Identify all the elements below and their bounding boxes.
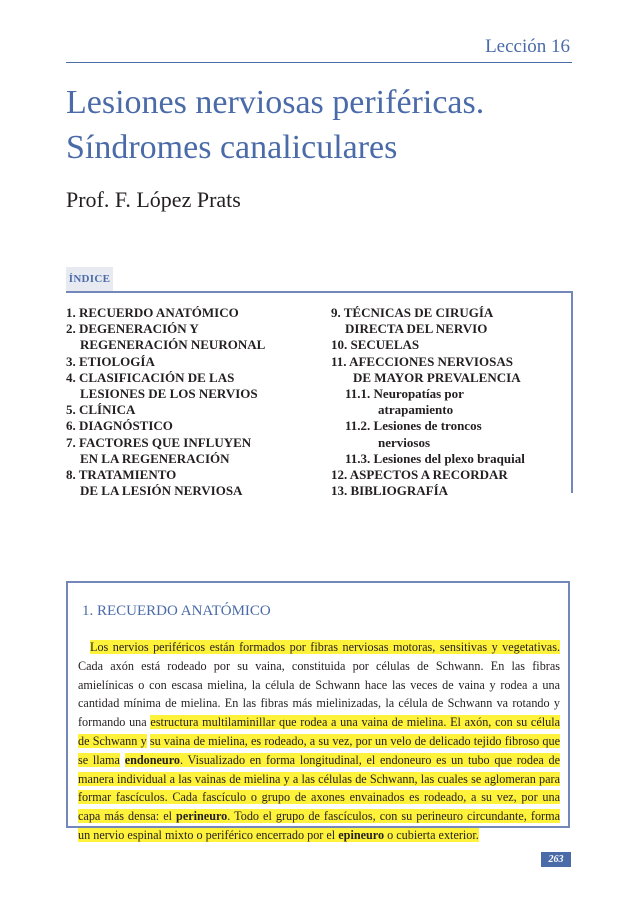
- page-number: 263: [541, 852, 571, 867]
- index-badge: ÍNDICE: [66, 267, 113, 291]
- highlighted-text: o cubierta exterior.: [384, 827, 479, 842]
- index-item: DE LA LESIÓN NERVIOSA: [80, 483, 243, 499]
- index-subitem: 11.1. Neuropatías por: [345, 386, 464, 402]
- index-item: 2. DEGENERACIÓN Y: [66, 321, 199, 337]
- index-item: 13. BIBLIOGRAFÍA: [331, 483, 449, 499]
- chapter-title-line-1: Lesiones nerviosas periféricas.: [66, 84, 485, 121]
- section-body: [78, 638, 560, 845]
- index-item: 10. SECUELAS: [331, 337, 420, 353]
- author: Prof. F. López Prats: [66, 187, 241, 212]
- index-item: DIRECTA DEL NERVIO: [345, 321, 488, 337]
- highlighted-text: . Visualizado en forma longitudinal, el endoneuro es un tubo que rodea de manera individual a las vainas de mielina y a las células de Schwann, las cuales se aglomeran para formar fascículos. Cada fascículo o grupo de axones envainados es rodeado, a su vez, por una capa más densa: el: [78, 752, 560, 824]
- index-subitem: nerviosos: [378, 434, 430, 450]
- index-subitem: atrapamiento: [378, 402, 454, 418]
- index-item: 3. ETIOLOGÍA: [66, 353, 155, 369]
- index-item: DE MAYOR PREVALENCIA: [353, 369, 521, 385]
- index-item: EN LA REGENERACIÓN: [80, 450, 230, 466]
- lesson-label: Lección 16: [485, 36, 570, 57]
- index-subitem: 11.2. Lesiones de troncos: [345, 418, 482, 434]
- index-item: 11. AFECCIONES NERVIOSAS: [331, 353, 513, 369]
- section-paragraph: [78, 638, 560, 845]
- index-item: 4. CLASIFICACIÓN DE LAS: [66, 369, 235, 385]
- index-column-right: [331, 305, 571, 499]
- term-endoneuro: endoneuro: [124, 752, 180, 767]
- chapter-title: [66, 80, 484, 170]
- highlighted-text: estructura multilaminillar que rodea a una vaina de mielina. El axón, con su célula de Schwann y: [78, 715, 561, 748]
- index-item: 12. ASPECTOS A RECORDAR: [331, 467, 508, 483]
- index-item: 8. TRATAMIENTO: [66, 467, 177, 483]
- highlighted-text: Los nervios periféricos están formados por fibras nerviosas motoras, sensitivas y vegetativas.: [90, 640, 560, 654]
- header-rule: [66, 62, 572, 63]
- chapter-title-line-2: Síndromes canaliculares: [66, 129, 398, 166]
- index-item: LESIONES DE LOS NERVIOS: [80, 386, 258, 402]
- highlighted-text: su vaina de mielina, es rodeado, a su vez, por un velo de delicado tejido fibroso que se llama: [78, 733, 561, 767]
- index-column-left: [66, 305, 316, 499]
- index-item: REGENERACIÓN NEURONAL: [80, 337, 266, 353]
- index-subitem: 11.3. Lesiones del plexo braquial: [345, 450, 525, 466]
- section-heading: 1. RECUERDO ANATÓMICO: [82, 603, 271, 619]
- index-item: 1. RECUERDO ANATÓMICO: [66, 305, 239, 320]
- index-item: 5. CLÍNICA: [66, 402, 136, 418]
- term-perineuro: perineuro: [176, 809, 228, 824]
- index-item: 6. DIAGNÓSTICO: [66, 418, 173, 434]
- term-epineuro: epineuro: [338, 827, 385, 842]
- highlighted-text: . Todo el grupo de fascículos, con su perineuro circundante, forma un nervio espinal mixto o periférico encerrado por el: [78, 809, 560, 842]
- index-item: 9. TÉCNICAS DE CIRUGÍA: [331, 305, 494, 320]
- body-text-run: Cada axón está rodeado por su vaina, constituida por células de Schwann. En las fibras amielínicas o con escasa mielina, la célula de Schwann hace las veces de vaina y rodea a una cantidad mínima de mielina. En las fibras más mielinizadas, la célula de Schwann va rotando y formando una: [78, 658, 560, 730]
- index-item: 7. FACTORES QUE INFLUYEN: [66, 434, 252, 450]
